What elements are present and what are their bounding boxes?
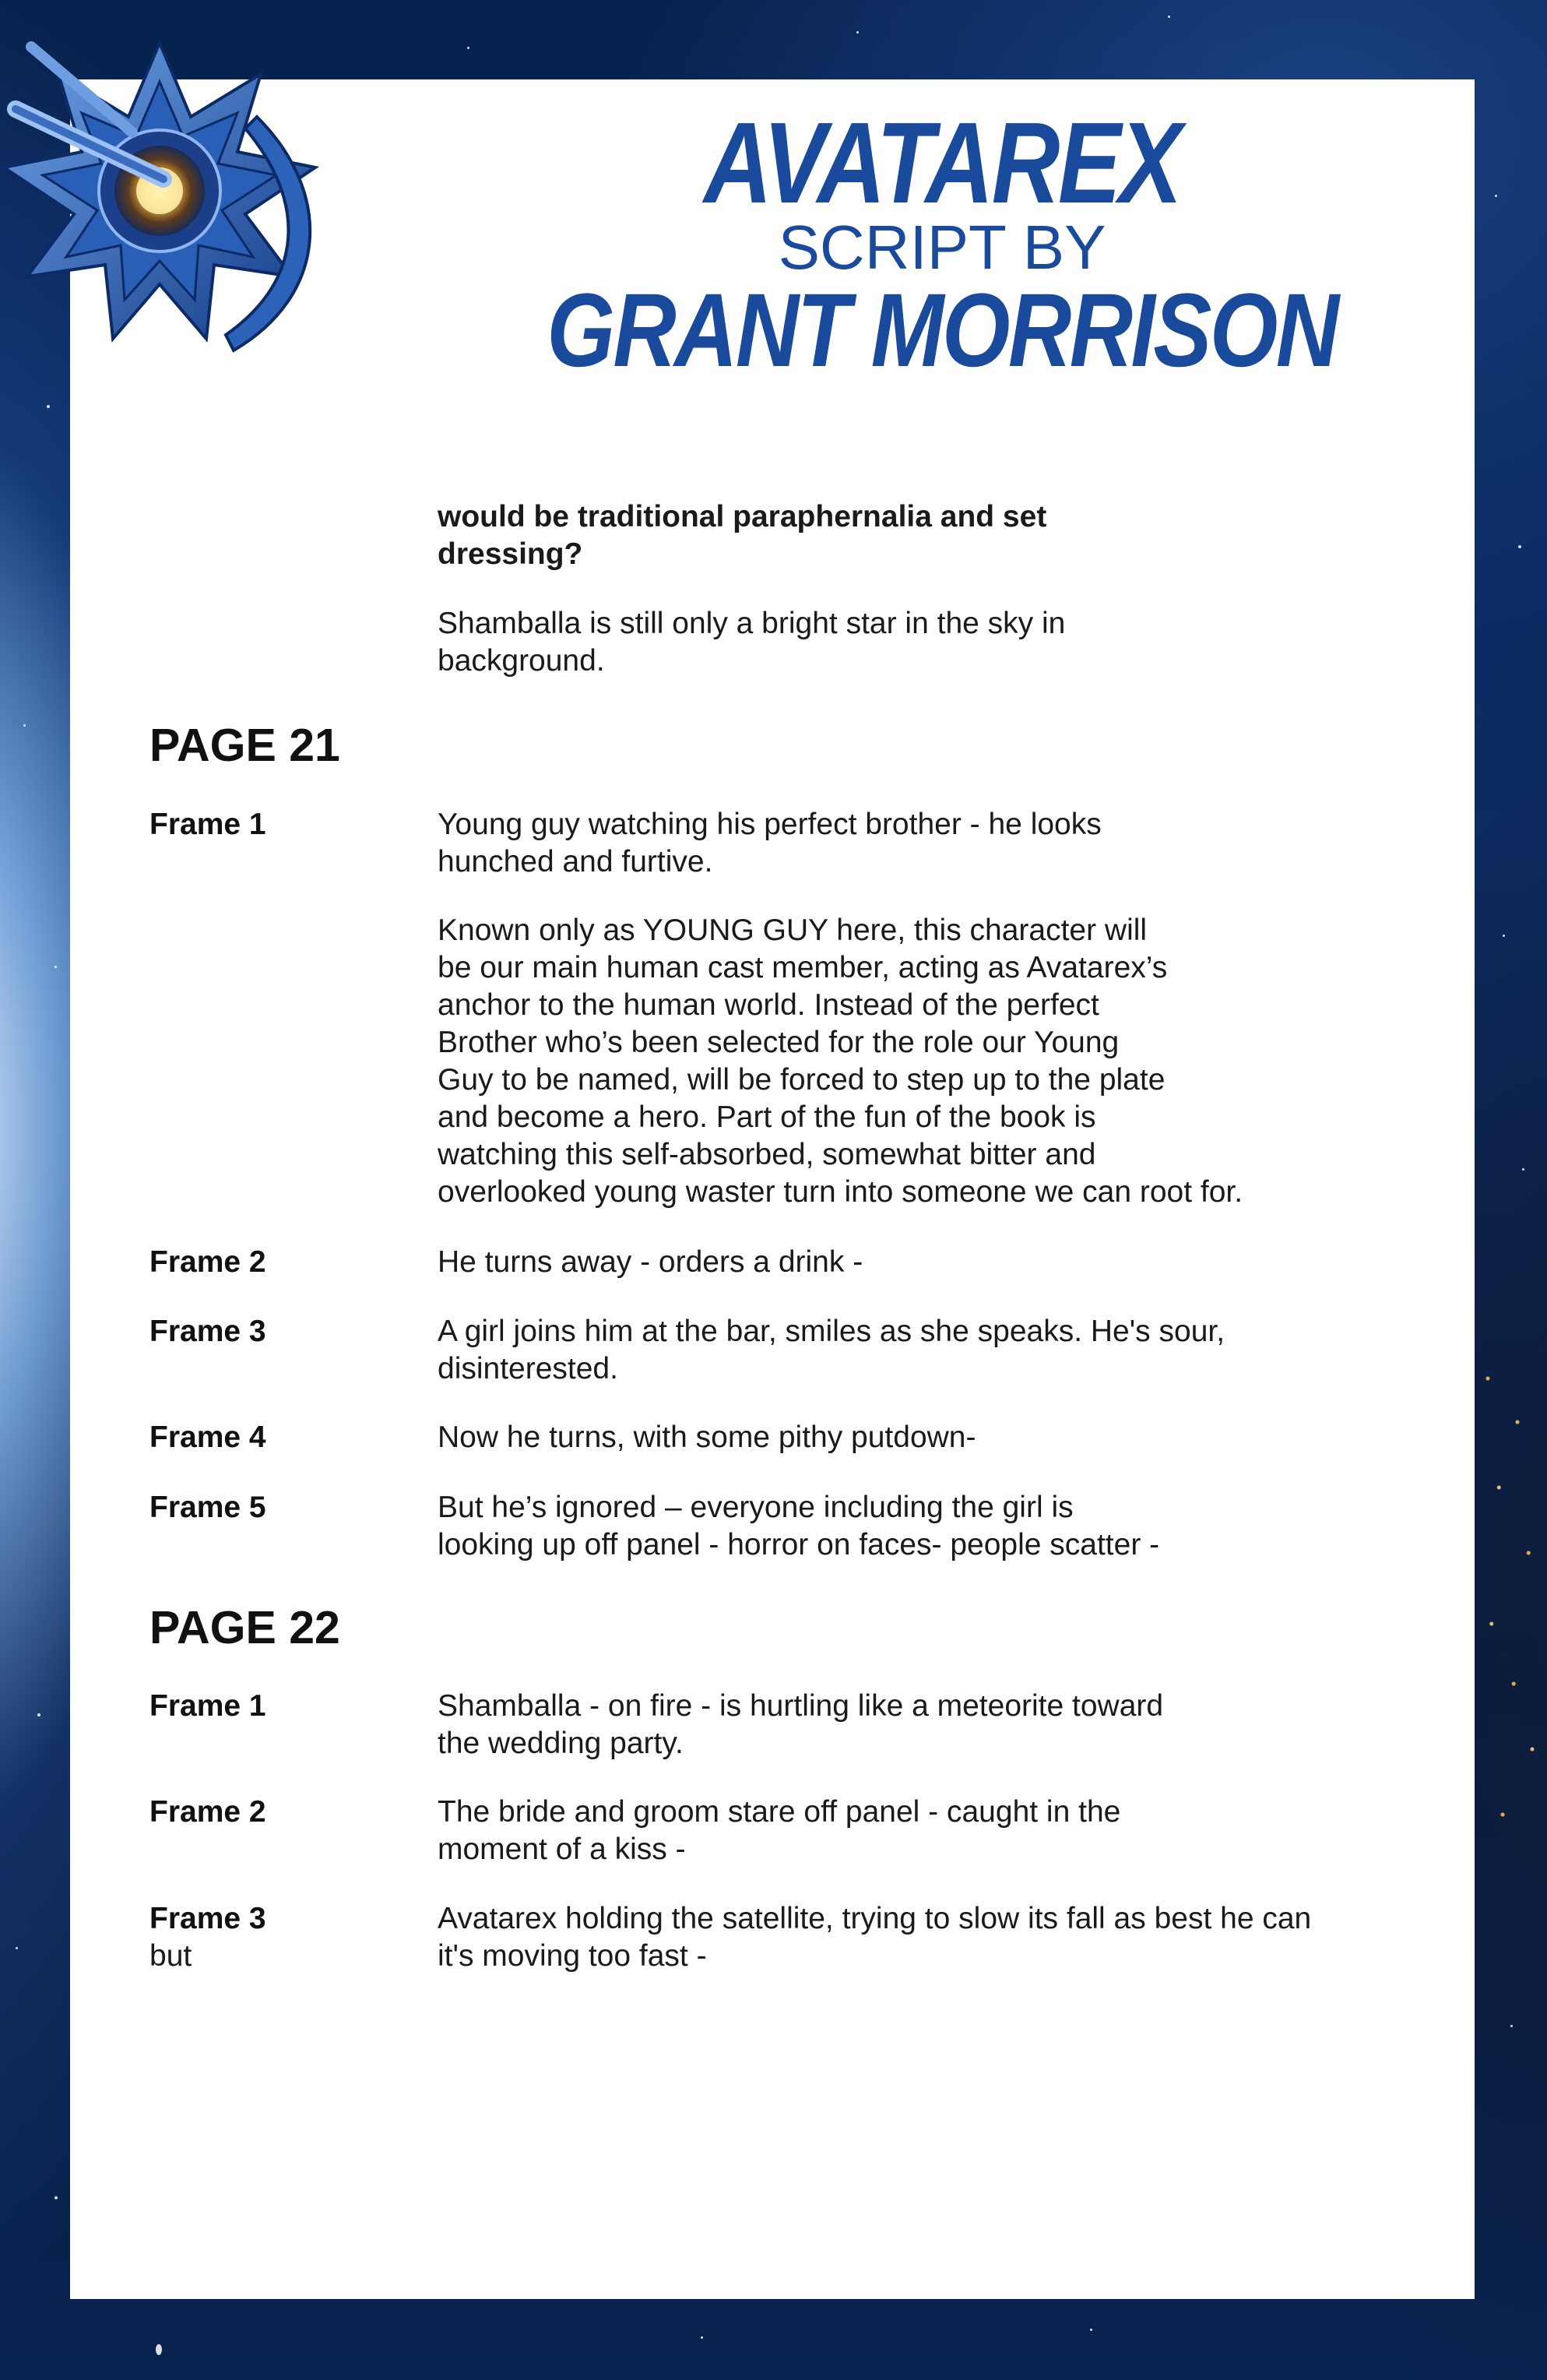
- text-line: But he’s ignored – everyone including the girl is: [438, 1491, 1074, 1524]
- frame-label: Frame 5: [149, 1491, 266, 1524]
- text-line: it's moving too fast -: [438, 1939, 707, 1973]
- earth-lights: [1473, 1324, 1547, 1869]
- text-line: The bride and groom stare off panel - caught in the: [438, 1795, 1121, 1829]
- text-line: and become a hero. Part of the fun of the book is: [438, 1100, 1096, 1134]
- frame-description: [438, 1688, 1356, 1762]
- frame-description: [438, 1419, 1356, 1456]
- character-note: [438, 912, 1356, 1211]
- frame-description: [438, 1489, 1356, 1564]
- frame-description: [438, 806, 1356, 881]
- text-line: Now he turns, with some pithy putdown-: [438, 1421, 976, 1454]
- frame-label: Frame 3: [149, 1902, 266, 1935]
- text-line: the wedding party.: [438, 1727, 684, 1760]
- text-line: disinterested.: [438, 1352, 618, 1385]
- script-by-label: SCRIPT BY: [778, 213, 1106, 282]
- frame-label: Frame 2: [149, 1245, 266, 1279]
- frame-label-extra: but: [149, 1939, 192, 1973]
- text-line: be our main human cast member, acting as Avatarex’s: [438, 951, 1168, 984]
- frame-description: [438, 1244, 1356, 1281]
- text-line: looking up off panel - horror on faces- people scatter -: [438, 1528, 1160, 1561]
- text-line: Avatarex holding the satellite, trying to slow its fall as best he can: [438, 1902, 1312, 1935]
- text-line: background.: [438, 644, 605, 678]
- frame-label: Frame 3: [149, 1315, 266, 1348]
- frame-description: [438, 1794, 1356, 1868]
- text-line: anchor to the human world. Instead of the perfect: [438, 988, 1099, 1022]
- frame-label: Frame 4: [149, 1421, 266, 1454]
- text-line: moment of a kiss -: [438, 1833, 686, 1866]
- text-line: Shamballa is still only a bright star in the sky in: [438, 607, 1066, 640]
- frame-label: Frame 1: [149, 1689, 266, 1723]
- text-line: A girl joins him at the bar, smiles as she speaks. He's sour,: [438, 1315, 1225, 1348]
- page-heading: PAGE 22: [149, 1602, 340, 1653]
- text-line: Brother who’s been selected for the role our Young: [438, 1026, 1120, 1059]
- text-line: overlooked young waster turn into someone we can root for.: [438, 1175, 1243, 1209]
- text-line: Guy to be named, will be forced to step up to the plate: [438, 1063, 1166, 1097]
- intro-note: [438, 605, 1356, 680]
- page-heading: PAGE 21: [149, 720, 340, 771]
- satellite-station-emblem-icon: [0, 0, 366, 389]
- text-line: would be traditional paraphernalia and set: [438, 500, 1047, 533]
- text-line: watching this self-absorbed, somewhat bitter and: [438, 1138, 1096, 1171]
- text-line: Young guy watching his perfect brother - he looks: [438, 808, 1102, 841]
- frame-label: Frame 1: [149, 808, 266, 841]
- book-title: AVATAREX: [704, 99, 1180, 227]
- text-line: Shamballa - on fire - is hurtling like a meteorite toward: [438, 1689, 1164, 1723]
- script-header: [436, 99, 1448, 389]
- frame-description: [438, 1900, 1403, 1975]
- text-line: hunched and furtive.: [438, 845, 713, 878]
- author-name: GRANT MORRISON: [547, 273, 1338, 389]
- frame-label: Frame 2: [149, 1795, 266, 1829]
- text-line: dressing?: [438, 537, 583, 571]
- intro-question: [438, 498, 1356, 573]
- frame-description: [438, 1313, 1356, 1388]
- text-line: He turns away - orders a drink -: [438, 1245, 863, 1279]
- text-line: Known only as YOUNG GUY here, this character will: [438, 914, 1148, 947]
